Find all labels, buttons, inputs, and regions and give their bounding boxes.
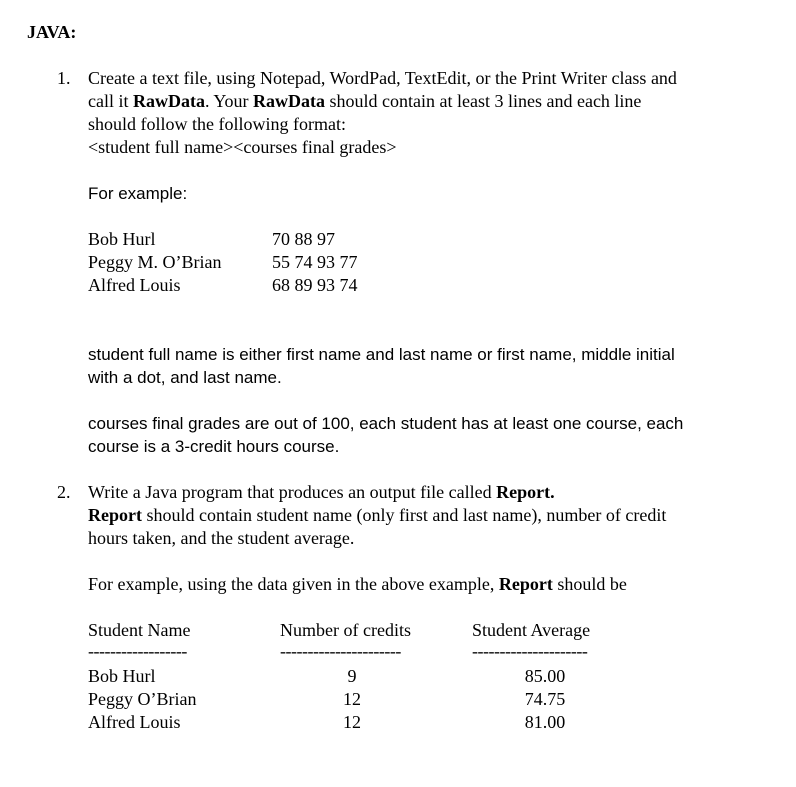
note-name-line1: student full name is either first name and last name or first name, middle initial (88, 345, 675, 364)
item1-line2-pre: call it (88, 91, 133, 111)
format-spec: <student full name><courses final grades> (88, 137, 397, 157)
dash-separator: ---------------------- (280, 641, 401, 661)
dash-separator: --------------------- (472, 641, 588, 661)
report-term: Report. (496, 482, 555, 502)
item2-example-post: should be (552, 574, 627, 594)
item2-line3: hours taken, and the student average. (88, 528, 355, 548)
report-row-credits: 9 (347, 666, 357, 686)
header-student-average: Student Average (472, 620, 591, 640)
report-row-credits: 12 (343, 712, 361, 732)
report-term: Report (88, 505, 142, 525)
example-name: Peggy M. O’Brian (88, 252, 222, 272)
item1-number: 1. (57, 68, 71, 88)
item1-line2-mid: . Your (204, 91, 254, 111)
note-grades-line2: course is a 3-credit hours course. (88, 437, 340, 456)
item1-line3: should follow the following format: (88, 114, 346, 134)
header-number-of-credits: Number of credits (280, 620, 411, 640)
report-term: Report (498, 574, 553, 594)
rawdata-term: RawData (253, 91, 326, 111)
item1-line2-post: should contain at least 3 lines and each line (325, 91, 642, 111)
item1-line1: Create a text file, using Notepad, WordPad, TextEdit, or the Print Writer class and (88, 68, 677, 88)
example-grades: 68 89 93 74 (272, 275, 358, 295)
item2-line2 (88, 504, 666, 527)
report-row-name: Peggy O’Brian (88, 689, 197, 709)
report-row-credits: 12 (343, 689, 361, 709)
for-example-label: For example: (88, 184, 188, 203)
report-row-name: Bob Hurl (88, 666, 156, 686)
heading: JAVA: (27, 22, 77, 42)
example-grades: 55 74 93 77 (272, 252, 358, 272)
report-row-average: 81.00 (524, 712, 566, 732)
item2-line1 (88, 481, 555, 504)
note-name-line2: with a dot, and last name. (88, 368, 282, 387)
header-student-name: Student Name (88, 620, 191, 640)
report-row-average: 74.75 (524, 689, 566, 709)
report-row-average: 85.00 (524, 666, 566, 686)
item2-line1-pre: Write a Java program that produces an output file called (88, 482, 497, 502)
item2-number: 2. (57, 482, 71, 502)
item2-example-line (88, 573, 627, 596)
example-name: Bob Hurl (88, 229, 156, 249)
report-row-name: Alfred Louis (88, 712, 181, 732)
note-grades-line1: courses final grades are out of 100, each student has at least one course, each (88, 414, 684, 433)
item2-example-pre: For example, using the data given in the above example, (88, 574, 499, 594)
dash-separator: ------------------ (88, 641, 187, 661)
example-grades: 70 88 97 (272, 229, 335, 249)
item2-line2-post: should contain student name (only first and last name), number of credit (141, 505, 667, 525)
rawdata-term: RawData (132, 91, 205, 111)
item1-line2 (88, 90, 641, 113)
example-name: Alfred Louis (88, 275, 181, 295)
